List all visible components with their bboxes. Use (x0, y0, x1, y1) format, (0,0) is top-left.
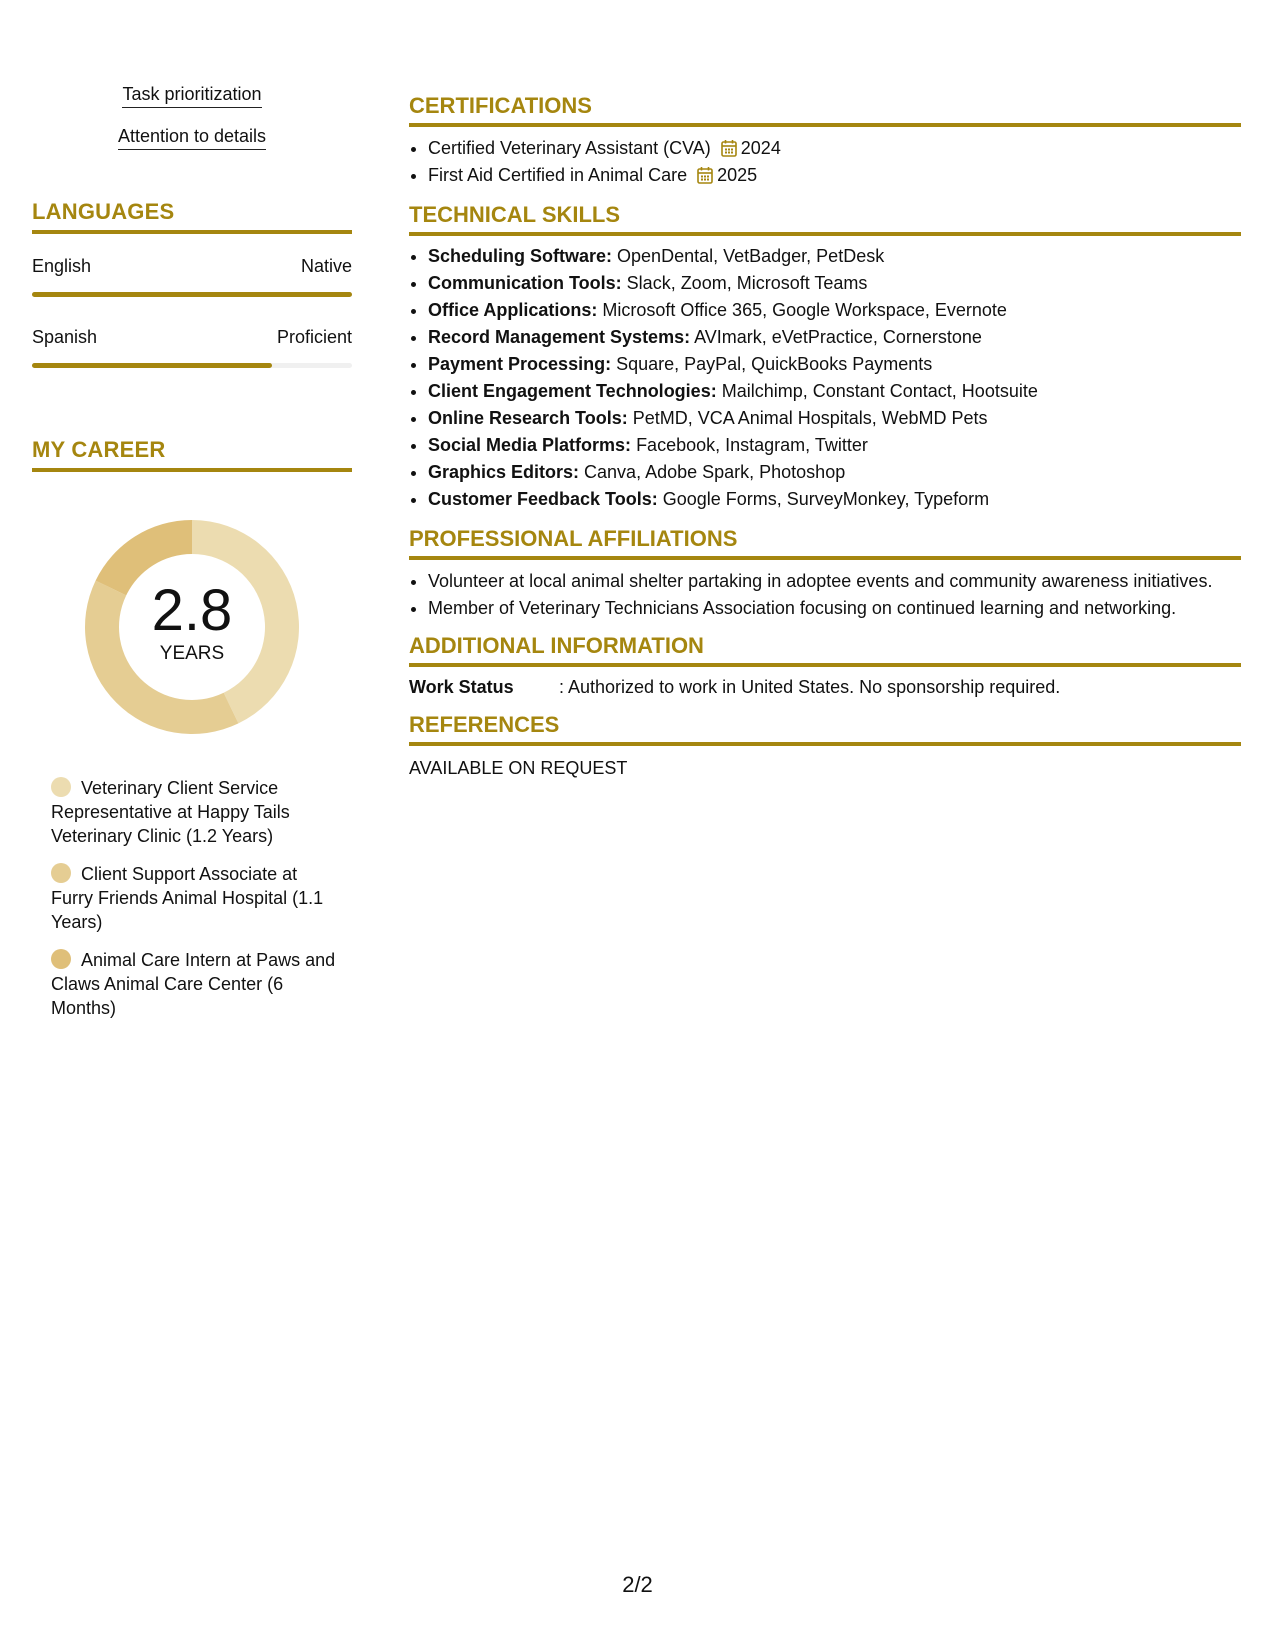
affiliations-title: PROFESSIONAL AFFILIATIONS (409, 525, 1241, 560)
work-status-label: Work Status (409, 677, 514, 697)
right-column (409, 92, 1241, 792)
references-text: AVAILABLE ON REQUEST (409, 758, 628, 778)
tech-skill-label: Social Media Platforms: (428, 435, 632, 455)
affiliation-item: • Member of Veterinary Technicians Association focusing on continued learning and networking. (428, 596, 1241, 620)
technical-skills-title: TECHNICAL SKILLS (409, 201, 1241, 236)
language-item (32, 254, 352, 297)
tech-skill-value: Mailchimp, Constant Contact, Hootsuite (716, 381, 1038, 401)
language-level-fill (32, 292, 352, 297)
certification-year: 2025 (717, 165, 758, 185)
language-level-fill (32, 363, 272, 368)
tech-skill-label: Office Applications: (428, 300, 598, 320)
tech-skill-item (428, 243, 1241, 270)
tech-skill-value: Square, PayPal, QuickBooks Payments (611, 354, 933, 374)
career-item-text: Animal Care Intern at Paws and Claws Animal Care Center (6 Months) (51, 950, 336, 1018)
career-item (51, 948, 336, 1020)
career-item (51, 776, 336, 848)
tech-skill-label: Communication Tools: (428, 273, 622, 293)
additional-info-section (409, 632, 1241, 699)
career-item (51, 862, 336, 934)
references-section (409, 711, 1241, 780)
tech-skill-value: Canva, Adobe Spark, Photoshop (579, 462, 846, 482)
tech-skill-label: Record Management Systems: (428, 327, 691, 347)
career-total-unit: YEARS (159, 643, 225, 664)
certification-item (428, 135, 1241, 162)
career-item-text: Veterinary Client Service Representative at Happy Tails Veterinary Clinic (1.2 Years) (51, 778, 290, 846)
language-name: Spanish (32, 327, 98, 347)
tech-skill-value: OpenDental, VetBadger, PetDesk (612, 246, 885, 266)
tech-skill-label: Customer Feedback Tools: (428, 489, 658, 509)
tech-skill-label: Client Engagement Technologies: (428, 381, 717, 401)
tech-skill-item (428, 324, 1241, 351)
tech-skill-label: Payment Processing: (428, 354, 612, 374)
work-status-value: : Authorized to work in United States. No sponsorship required. (559, 677, 1061, 697)
career-item-text: Client Support Associate at Furry Friends Animal Hospital (1.1 Years) (51, 864, 324, 932)
tech-skill-item (428, 486, 1241, 513)
skill-tag: Task prioritization (122, 82, 261, 108)
tech-skill-value: AVImark, eVetPractice, Cornerstone (690, 327, 982, 347)
tech-skill-label: Graphics Editors: (428, 462, 580, 482)
tech-skill-item (428, 459, 1241, 486)
affiliations-section (409, 525, 1241, 620)
career-title: MY CAREER (32, 436, 352, 472)
additional-info-title: ADDITIONAL INFORMATION (409, 632, 1241, 667)
certification-name: First Aid Certified in Animal Care (428, 165, 688, 185)
skill-tag: Attention to details (118, 124, 266, 150)
tech-skill-item (428, 270, 1241, 297)
language-level: Proficient (276, 327, 352, 347)
tech-skill-item (428, 432, 1241, 459)
career-color-dot (51, 777, 71, 797)
tech-skill-value: Google Forms, SurveyMonkey, Typeform (657, 489, 990, 509)
work-status-row (409, 675, 1241, 699)
calendar-icon (697, 165, 713, 183)
career-donut-chart (77, 512, 307, 742)
left-column (32, 82, 352, 1034)
language-level-bar (32, 292, 352, 297)
references-title: REFERENCES (409, 711, 1241, 746)
career-total-value: 2.8 (151, 578, 233, 643)
career-color-dot (51, 863, 71, 883)
career-color-dot (51, 949, 71, 969)
certification-item (428, 162, 1241, 189)
language-level: Native (300, 256, 352, 276)
tech-skill-item (428, 378, 1241, 405)
certification-name: Certified Veterinary Assistant (CVA) (428, 138, 711, 158)
language-item (32, 325, 352, 368)
tech-skill-value: Microsoft Office 365, Google Workspace, Evernote (597, 300, 1007, 320)
language-name: English (32, 256, 92, 276)
tech-skill-value: Slack, Zoom, Microsoft Teams (621, 273, 868, 293)
certifications-title: CERTIFICATIONS (409, 92, 1241, 127)
tech-skill-item (428, 297, 1241, 324)
tech-skill-value: Facebook, Instagram, Twitter (631, 435, 868, 455)
career-list (51, 776, 336, 1020)
tech-skill-label: Scheduling Software: (428, 246, 613, 266)
tech-skill-item (428, 405, 1241, 432)
page-number: 2/2 (622, 1572, 653, 1597)
tech-skill-value: PetMD, VCA Animal Hospitals, WebMD Pets (627, 408, 988, 428)
certification-year: 2024 (740, 138, 781, 158)
technical-skills-section (409, 201, 1241, 513)
calendar-icon (721, 138, 737, 156)
languages-title: LANGUAGES (32, 198, 352, 234)
tech-skill-label: Online Research Tools: (428, 408, 628, 428)
affiliation-item: • Volunteer at local animal shelter partaking in adoptee events and community awareness initiatives. (428, 569, 1241, 593)
language-level-bar (32, 363, 352, 368)
tech-skill-item (428, 351, 1241, 378)
certifications-section (409, 92, 1241, 189)
